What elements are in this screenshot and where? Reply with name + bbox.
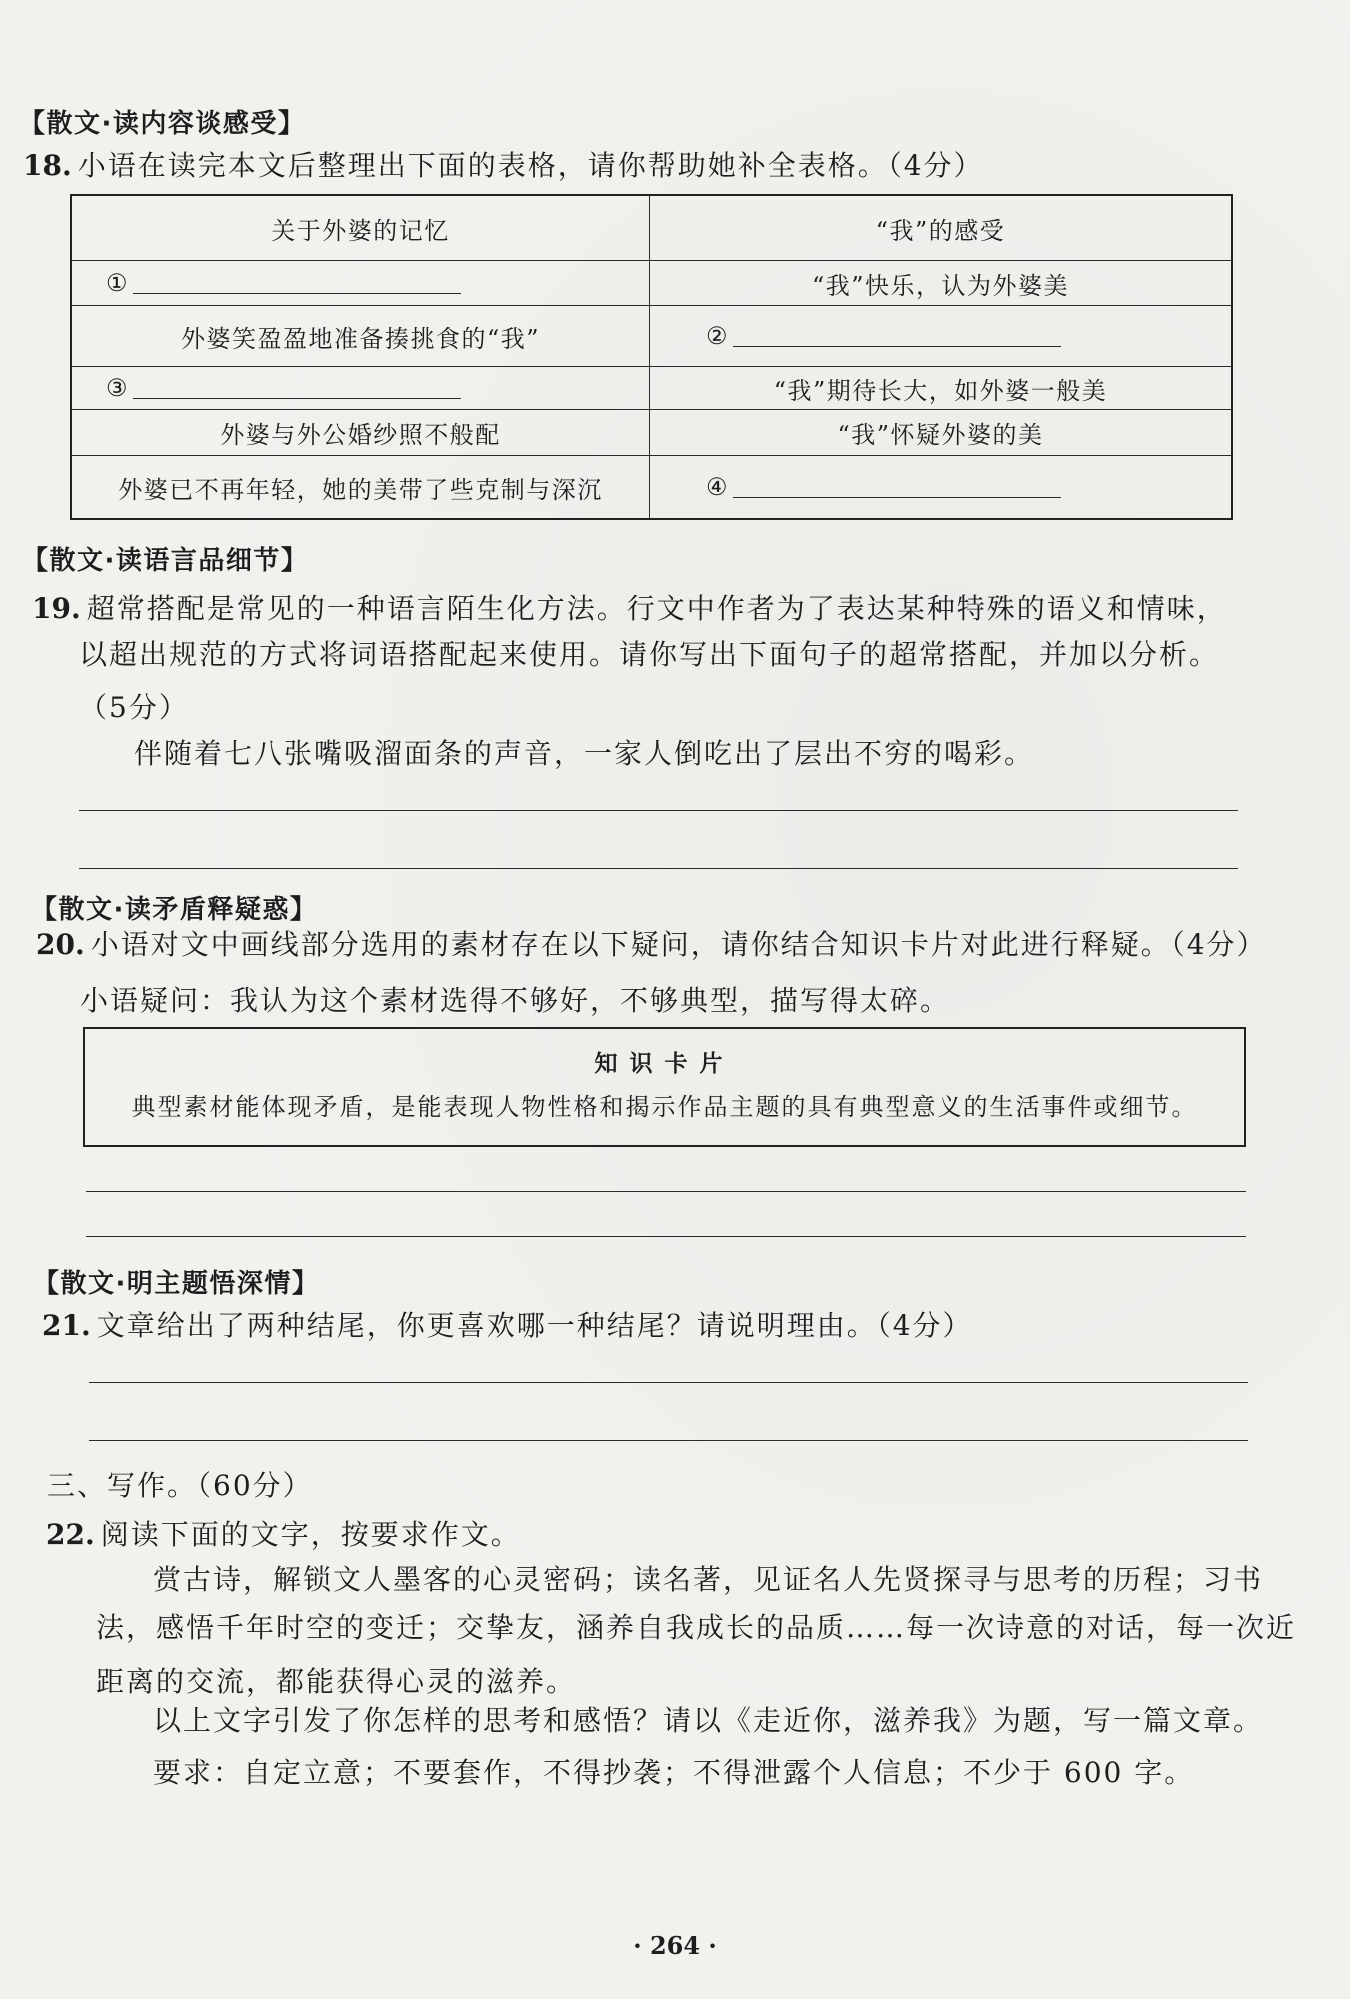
answer-line (79, 868, 1238, 869)
question-text: 文章给出了两种结尾，你更喜欢哪一种结尾？请说明理由。（4分） (96, 1309, 973, 1342)
table-cell-feeling: “我”怀疑外婆的美 (650, 410, 1231, 456)
knowledge-card-title: 知识卡片 (594, 1051, 735, 1077)
knowledge-card (83, 1027, 1246, 1147)
answer-line (86, 1191, 1246, 1192)
question-number: 18. (23, 149, 72, 182)
question-text-line-2: 以超出规范的方式将词语搭配起来使用。请你写出下面句子的超常搭配，并加以分析。 (79, 638, 1220, 671)
table-cell-blank-2 (650, 306, 1231, 367)
answer-line (86, 1236, 1246, 1237)
table-cell-blank-3 (72, 367, 650, 410)
table-header-memory: 关于外婆的记忆 (72, 196, 650, 261)
question-22 (46, 1517, 521, 1553)
answer-blank-line (733, 477, 1061, 498)
question-text: 小语在读完本文后整理出下面的表格，请你帮助她补全表格。（4分） (77, 149, 984, 182)
answer-blank-line (133, 378, 461, 399)
table-cell-memory: 外婆笑盈盈地准备揍挑食的“我” (72, 306, 650, 367)
material-line-1: 赏古诗，解锁文人墨客的心灵密码；读名著，见证名人先贤探寻与思考的历程；习书 (153, 1563, 1264, 1596)
table-cell-memory: 外婆与外公婚纱照不般配 (72, 410, 650, 456)
question-21 (42, 1308, 973, 1344)
material-line-3: 距离的交流，都能获得心灵的滋养。 (96, 1665, 577, 1698)
memory-feeling-table (70, 194, 1233, 520)
quoted-sentence: 伴随着七八张嘴吸溜面条的声音，一家人倒吃出了层出不穷的喝彩。 (134, 737, 1035, 770)
table-cell-blank-4 (650, 456, 1231, 518)
answer-line (79, 810, 1238, 811)
question-text: 小语对文中画线部分选用的素材存在以下疑问，请你结合知识卡片对此进行释疑。（4分） (90, 928, 1267, 961)
knowledge-card-text: 典型素材能体现矛盾，是能表现人物性格和揭示作品主题的具有典型意义的生活事件或细节。 (131, 1093, 1198, 1121)
writing-prompt: 以上文字引发了你怎样的思考和感悟？请以《走近你，滋养我》为题，写一篇文章。 (153, 1704, 1264, 1737)
section-header-theme: 【散文·明主题悟深情】 (33, 1269, 320, 1299)
section-header-language: 【散文·读语言品细节】 (22, 546, 309, 576)
material-line-2: 法，感悟千年时空的变迁；交挚友，涵养自我成长的品质……每一次诗意的对话，每一次近 (96, 1611, 1297, 1644)
section-header-contradiction: 【散文·读矛盾释疑惑】 (31, 895, 318, 925)
question-number: 21. (42, 1309, 91, 1342)
section-header-content: 【散文·读内容谈感受】 (19, 109, 306, 139)
table-cell-blank-1 (72, 261, 650, 306)
question-number: 19. (32, 592, 81, 625)
page-number: · 264 · (633, 1931, 717, 1960)
table-header-feeling: “我”的感受 (650, 196, 1231, 261)
question-19 (32, 591, 1227, 627)
blank-marker: ③ (106, 374, 130, 402)
answer-line (89, 1382, 1248, 1383)
table-cell-feeling: “我”快乐，认为外婆美 (650, 261, 1231, 306)
blank-marker: ② (706, 322, 730, 350)
question-number: 20. (36, 928, 85, 961)
writing-heading: 三、写作。（60分） (47, 1469, 313, 1502)
answer-blank-line (733, 326, 1061, 347)
question-20 (36, 927, 1267, 963)
question-text-line-1: 超常搭配是常见的一种语言陌生化方法。行文中作者为了表达某种特殊的语义和情味， (86, 592, 1227, 625)
table-cell-memory: 外婆已不再年轻，她的美带了些克制与深沉 (72, 456, 650, 518)
question-18 (23, 148, 984, 184)
table-cell-feeling: “我”期待长大，如外婆一般美 (650, 367, 1231, 410)
question-score: （5分） (79, 691, 189, 724)
answer-blank-line (133, 273, 461, 294)
writing-requirements: 要求：自定立意；不要套作，不得抄袭；不得泄露个人信息；不少于 600 字。 (153, 1756, 1195, 1789)
blank-marker: ① (106, 269, 130, 297)
question-number: 22. (46, 1518, 95, 1551)
question-text: 阅读下面的文字，按要求作文。 (100, 1518, 521, 1551)
blank-marker: ④ (706, 473, 730, 501)
answer-line (89, 1440, 1248, 1441)
student-doubt: 小语疑问：我认为这个素材选得不够好，不够典型，描写得太碎。 (80, 984, 951, 1017)
